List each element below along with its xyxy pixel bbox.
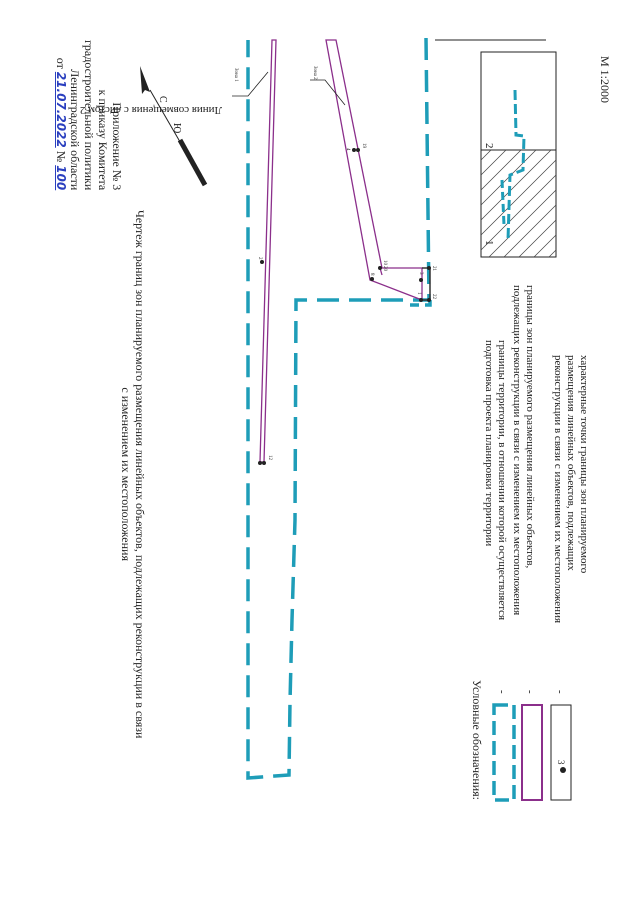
scale-label: М 1:2000 (598, 56, 612, 104)
compass-arrow-head (140, 66, 150, 94)
legend-point-sample-label: 3 (556, 760, 566, 765)
title-line-2: с изменением их местоположения (119, 387, 133, 561)
point-label-1: 1 (416, 292, 421, 295)
point-label-10: 10 (382, 260, 387, 265)
header-line-4: Ленинградской области (68, 69, 82, 191)
zone-2-leader (310, 80, 345, 105)
index-sheet-1: 1 (483, 240, 495, 246)
legend-text-line: границы зон планируемого размещения линейных объектов, (524, 285, 536, 569)
legend-text-line: подлежащих реконструкции в связи с изменением их местоположения (511, 285, 523, 616)
legend-text-line: подготовка проекта планировки территории (483, 340, 495, 547)
zone-2-boundary (326, 40, 422, 300)
legend-dash-1: - (496, 690, 508, 694)
index-map-frame (481, 52, 556, 257)
index-map-boundary (508, 90, 524, 240)
point-marker (419, 278, 423, 282)
zone-1-boundary (260, 40, 276, 462)
header-line-2: к приказу Комитета (96, 89, 110, 191)
sheet-join-label: Линия совмещения с листом 2 (79, 104, 222, 116)
point-label-22: 22 (431, 294, 436, 299)
date-prefix: от (54, 57, 68, 69)
zone-1-label: Зона 1 (233, 68, 238, 82)
point-label-12: 12 (267, 455, 272, 460)
legend-dash-3: - (554, 690, 566, 694)
point-marker (260, 260, 264, 264)
point-label-3: 3 (418, 272, 423, 275)
index-sheet-2: 2 (483, 143, 495, 149)
point-marker (370, 277, 374, 281)
point-label-19: 19 (361, 143, 366, 148)
legend-text-line: границы территории, в отношении которой осуществляется (496, 340, 508, 621)
legend-symbol-zone (522, 705, 542, 800)
point-marker (356, 148, 360, 152)
date-value: 21.07.2022 (54, 71, 68, 148)
header-line-3: градостроительной политики (82, 40, 96, 191)
legend-text-territory (482, 340, 508, 620)
legend-heading: Условные обозначения: (470, 680, 484, 801)
compass-south-label: Ю (171, 123, 182, 134)
legend-dash-2: - (524, 690, 536, 694)
point-label-2: 2 (257, 257, 262, 260)
title-line-1: Чертеж границ зон планируемого размещения линейных объектов, подлежащих реконструкции в связи (133, 210, 147, 739)
legend-text-points (551, 355, 590, 623)
legend-symbol-point (551, 705, 571, 800)
legend-point-dot (560, 767, 566, 773)
number-value: 100 (54, 165, 68, 191)
point-marker (352, 148, 356, 152)
legend-text-line: реконструкции в связи с изменением их местоположения (552, 355, 564, 624)
number-prefix: № (54, 150, 68, 163)
legend-text-zone (510, 285, 536, 615)
compass-tail (180, 140, 205, 185)
legend-text-line: характерные точки границы зон планируемого (578, 355, 590, 574)
legend-symbol-territory (494, 705, 514, 800)
compass-north-label: С (157, 96, 168, 103)
point-marker (419, 298, 423, 302)
legend-text-line: размещения линейных объектов, подлежащих (565, 355, 577, 571)
zone-2-label: Зона 2 (312, 66, 317, 80)
point-label-4: 4 (345, 148, 350, 151)
point-label-20: 20 (382, 266, 387, 271)
point-marker (262, 461, 266, 465)
header-line-1: Приложение № 3 (110, 102, 124, 191)
point-label-8: 8 (369, 273, 374, 276)
index-map-boundary-2 (502, 180, 504, 225)
point-marker (258, 461, 262, 465)
territory-boundary (248, 38, 429, 778)
characteristic-points (258, 148, 431, 465)
point-label-21: 21 (431, 266, 436, 271)
